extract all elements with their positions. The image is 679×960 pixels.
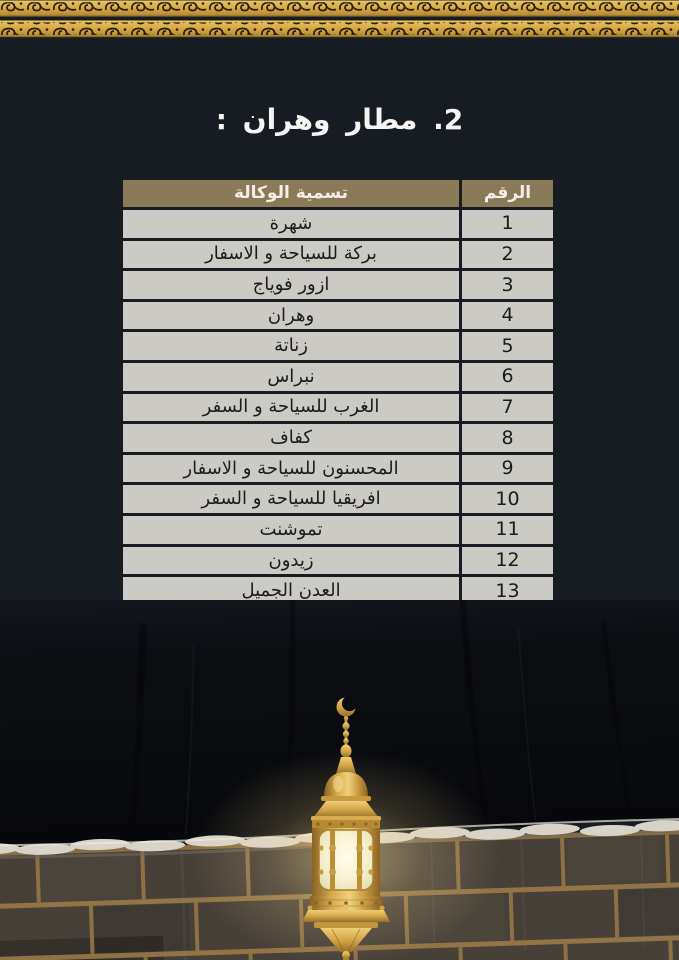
- row-agency-name-cell: تموشنت: [123, 516, 459, 544]
- table-row: [123, 241, 553, 269]
- agency-table: [123, 180, 553, 605]
- row-number-header-cell: الرقم: [462, 180, 553, 207]
- table-row: [123, 424, 553, 452]
- page-title: 2. مطار وهران :: [215, 103, 464, 136]
- row-number-cell: 9: [462, 455, 553, 483]
- table-row: [123, 210, 553, 238]
- table-row: [123, 547, 553, 575]
- row-number-cell: 6: [462, 363, 553, 391]
- row-agency-name-cell: افريقيا للسياحة و السفر: [123, 485, 459, 513]
- table-row: [123, 271, 553, 299]
- row-agency-name-cell: نبراس: [123, 363, 459, 391]
- row-number-cell: 12: [462, 547, 553, 575]
- row-number-cell: 10: [462, 485, 553, 513]
- row-agency-name-cell: المحسنون للسياحة و الاسفار: [123, 455, 459, 483]
- row-agency-name-cell: بركة للسياحة و الاسفار: [123, 241, 459, 269]
- row-agency-name-cell: العدن الجميل: [123, 577, 459, 605]
- row-number-cell: 7: [462, 394, 553, 422]
- table-row: [123, 455, 553, 483]
- table-row: [123, 394, 553, 422]
- row-number-cell: 5: [462, 332, 553, 360]
- row-agency-name-cell: زناتة: [123, 332, 459, 360]
- table-row: [123, 302, 553, 330]
- row-number-cell: 13: [462, 577, 553, 605]
- table-row: [123, 332, 553, 360]
- row-agency-name-cell: كفاف: [123, 424, 459, 452]
- row-agency-name-cell: الغرب للسياحة و السفر: [123, 394, 459, 422]
- row-agency-name-cell: شهرة: [123, 210, 459, 238]
- row-agency-name-cell: ازور فوياج: [123, 271, 459, 299]
- agency-name-header-cell: تسمية الوكالة: [123, 180, 459, 207]
- table-row: [123, 516, 553, 544]
- ornamental-gold-border: [0, 0, 679, 46]
- row-number-cell: 4: [462, 302, 553, 330]
- row-number-cell: 3: [462, 271, 553, 299]
- row-number-cell: 2: [462, 241, 553, 269]
- table-row: [123, 363, 553, 391]
- row-agency-name-cell: زيدون: [123, 547, 459, 575]
- row-number-cell: 8: [462, 424, 553, 452]
- kaaba-lantern-photo: [0, 600, 679, 960]
- row-number-cell: 11: [462, 516, 553, 544]
- row-number-cell: 1: [462, 210, 553, 238]
- table-row: [123, 485, 553, 513]
- row-agency-name-cell: وهران: [123, 302, 459, 330]
- table-header-row: [123, 180, 553, 207]
